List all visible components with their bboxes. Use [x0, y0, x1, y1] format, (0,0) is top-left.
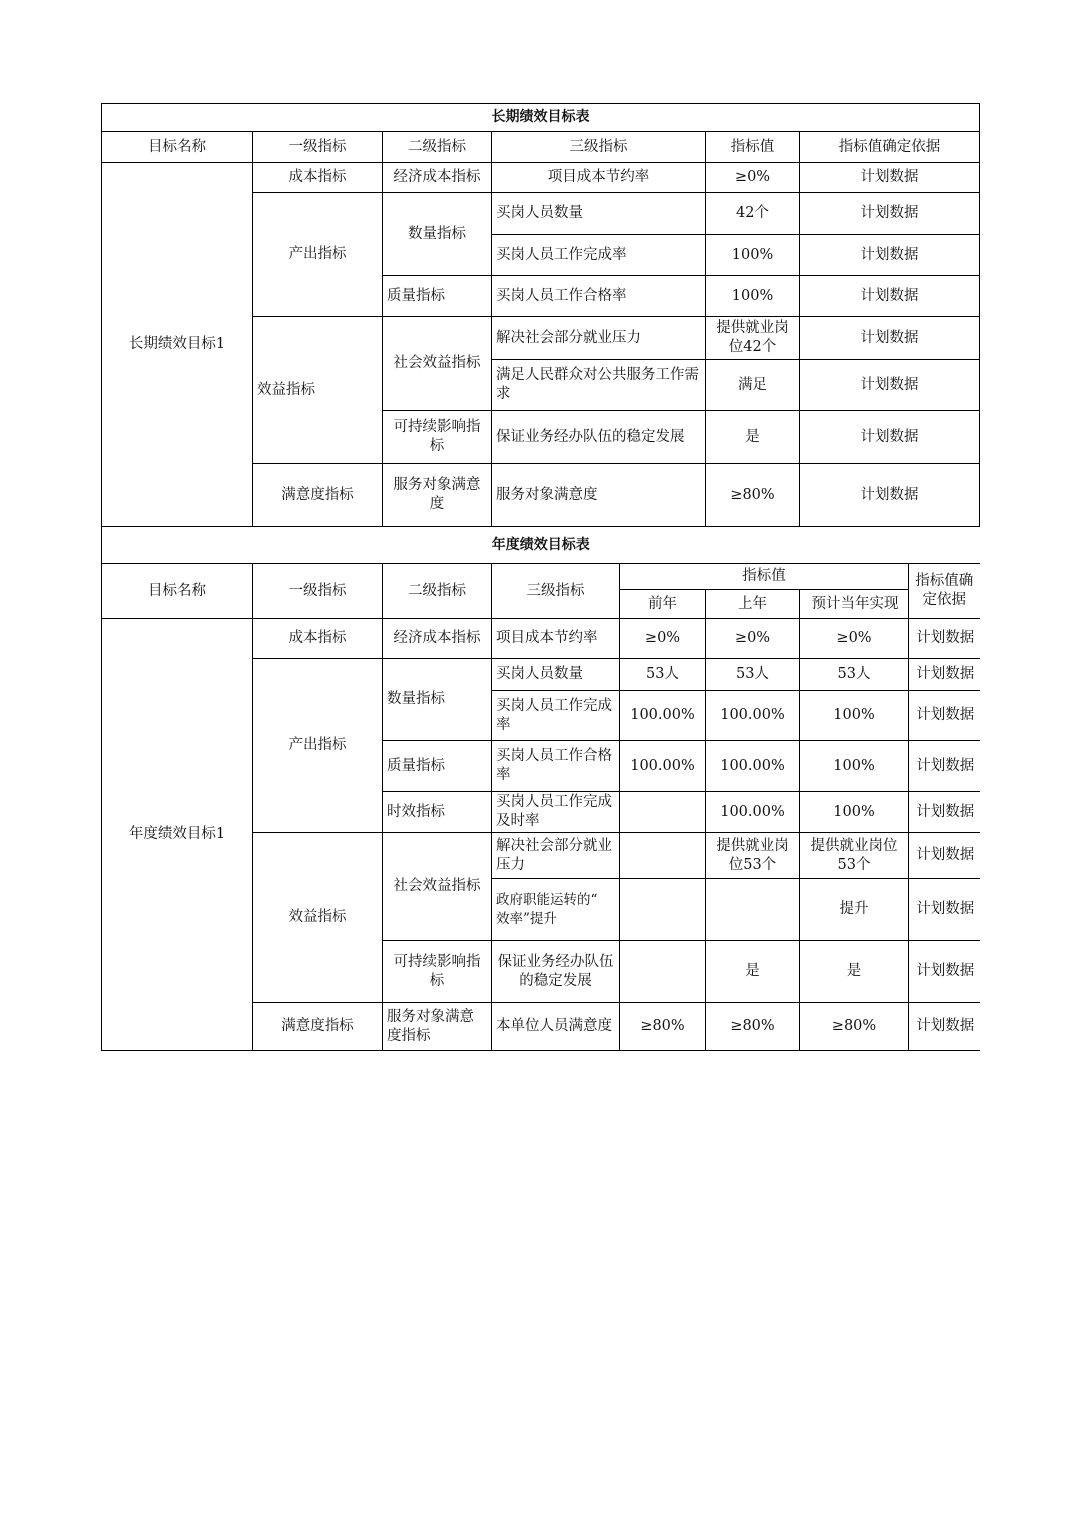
current-value: ≥0% [800, 619, 909, 659]
basis-cell: 计划数据 [909, 1003, 980, 1051]
prev2-value: ≥80% [620, 1003, 706, 1051]
prev1-value: ≥0% [706, 619, 800, 659]
header-level2: 二级指标 [383, 564, 492, 619]
header-value-group: 指标值 [620, 564, 909, 590]
value-cell: ≥0% [706, 163, 800, 193]
header-basis: 指标值确定依据 [800, 132, 980, 163]
annual-performance-table [101, 526, 980, 1051]
current-value: 100% [800, 792, 909, 833]
value-cell: 提供就业岗位42个 [706, 317, 800, 360]
header-level2: 二级指标 [383, 132, 492, 163]
prev1-value [706, 879, 800, 941]
basis-cell: 计划数据 [800, 276, 980, 317]
level2-timeliness: 时效指标 [383, 792, 492, 833]
level3-cell: 解决社会部分就业压力 [492, 317, 706, 360]
current-value: 53人 [800, 659, 909, 691]
level2-quality: 质量指标 [383, 276, 492, 317]
level1-satisfaction: 满意度指标 [253, 464, 383, 527]
current-value: 提升 [800, 879, 909, 941]
basis-cell: 计划数据 [909, 941, 980, 1003]
level2-quantity: 数量指标 [383, 193, 492, 276]
value-cell: 是 [706, 411, 800, 464]
basis-cell: 计划数据 [909, 879, 980, 941]
basis-cell: 计划数据 [800, 411, 980, 464]
value-cell: 100% [706, 235, 800, 276]
level2-economic-cost: 经济成本指标 [383, 619, 492, 659]
prev2-value [620, 941, 706, 1003]
current-value: ≥80% [800, 1003, 909, 1051]
header-basis: 指标值确定依据 [909, 564, 980, 619]
prev1-value: 100.00% [706, 691, 800, 741]
header-level3: 三级指标 [492, 564, 620, 619]
header-level1: 一级指标 [253, 132, 383, 163]
current-value: 提供就业岗位53个 [800, 833, 909, 879]
level3-cell: 买岗人员工作完成及时率 [492, 792, 620, 833]
header-prev2-year: 前年 [620, 590, 706, 619]
current-value: 是 [800, 941, 909, 1003]
level3-cell: 保证业务经办队伍的稳定发展 [492, 941, 620, 1003]
level1-benefit: 效益指标 [253, 833, 383, 1003]
level1-cost: 成本指标 [253, 619, 383, 659]
level2-economic-cost: 经济成本指标 [383, 163, 492, 193]
level1-satisfaction: 满意度指标 [253, 1003, 383, 1051]
prev1-value: 100.00% [706, 792, 800, 833]
prev2-value: 53人 [620, 659, 706, 691]
level1-output: 产出指标 [253, 659, 383, 833]
level2-social-benefit: 社会效益指标 [383, 833, 492, 941]
level2-sustainability: 可持续影响指标 [383, 411, 492, 464]
basis-cell: 计划数据 [909, 741, 980, 792]
level3-cell: 项目成本节约率 [492, 163, 706, 193]
prev2-value [620, 792, 706, 833]
level3-cell: 服务对象满意度 [492, 464, 706, 527]
header-level1: 一级指标 [253, 564, 383, 619]
level2-social-benefit: 社会效益指标 [383, 317, 492, 411]
basis-cell: 计划数据 [800, 193, 980, 235]
level3-cell: 买岗人员工作完成率 [492, 691, 620, 741]
basis-cell: 计划数据 [909, 619, 980, 659]
value-cell: 满足 [706, 360, 800, 411]
header-current-year: 预计当年实现 [800, 590, 909, 619]
header-goal-name: 目标名称 [102, 132, 253, 163]
basis-cell: 计划数据 [909, 691, 980, 741]
level3-cell: 政府职能运转的“ 效率”提升 [492, 879, 620, 941]
basis-cell: 计划数据 [800, 163, 980, 193]
level1-benefit: 效益指标 [253, 317, 383, 464]
table-title: 长期绩效目标表 [102, 104, 980, 132]
goal-name: 长期绩效目标1 [102, 163, 253, 527]
prev2-value: 100.00% [620, 691, 706, 741]
value-cell: 100% [706, 276, 800, 317]
prev1-value: 100.00% [706, 741, 800, 792]
level2-service-satisfaction: 服务对象满意度指标 [383, 1003, 492, 1051]
level3-cell: 买岗人员工作合格率 [492, 741, 620, 792]
long-term-performance-table [101, 103, 980, 527]
basis-cell: 计划数据 [909, 833, 980, 879]
level3-cell: 满足人民群众对公共服务工作需求 [492, 360, 706, 411]
prev2-value [620, 833, 706, 879]
level1-cost: 成本指标 [253, 163, 383, 193]
basis-cell: 计划数据 [909, 659, 980, 691]
prev1-value: 53人 [706, 659, 800, 691]
table-title: 年度绩效目标表 [102, 527, 980, 564]
current-value: 100% [800, 741, 909, 792]
level2-quantity: 数量指标 [383, 659, 492, 741]
level3-cell: 买岗人员工作完成率 [492, 235, 706, 276]
level3-cell: 买岗人员数量 [492, 659, 620, 691]
level3-cell: 保证业务经办队伍的稳定发展 [492, 411, 706, 464]
header-goal-name: 目标名称 [102, 564, 253, 619]
prev1-value: 提供就业岗位53个 [706, 833, 800, 879]
level3-cell: 项目成本节约率 [492, 619, 620, 659]
prev1-value: ≥80% [706, 1003, 800, 1051]
level2-sustainability: 可持续影响指标 [383, 941, 492, 1003]
header-prev1-year: 上年 [706, 590, 800, 619]
level2-service-satisfaction: 服务对象满意度 [383, 464, 492, 527]
level3-cell: 买岗人员工作合格率 [492, 276, 706, 317]
value-cell: ≥80% [706, 464, 800, 527]
basis-cell: 计划数据 [800, 235, 980, 276]
header-level3: 三级指标 [492, 132, 706, 163]
basis-cell: 计划数据 [800, 464, 980, 527]
goal-name: 年度绩效目标1 [102, 619, 253, 1051]
level1-output: 产出指标 [253, 193, 383, 317]
level3-cell: 本单位人员满意度 [492, 1003, 620, 1051]
value-cell: 42个 [706, 193, 800, 235]
current-value: 100% [800, 691, 909, 741]
level2-quality: 质量指标 [383, 741, 492, 792]
basis-cell: 计划数据 [800, 360, 980, 411]
header-value: 指标值 [706, 132, 800, 163]
basis-cell: 计划数据 [909, 792, 980, 833]
prev2-value: ≥0% [620, 619, 706, 659]
level3-cell: 解决社会部分就业压力 [492, 833, 620, 879]
basis-cell: 计划数据 [800, 317, 980, 360]
level3-cell: 买岗人员数量 [492, 193, 706, 235]
prev2-value [620, 879, 706, 941]
prev1-value: 是 [706, 941, 800, 1003]
prev2-value: 100.00% [620, 741, 706, 792]
